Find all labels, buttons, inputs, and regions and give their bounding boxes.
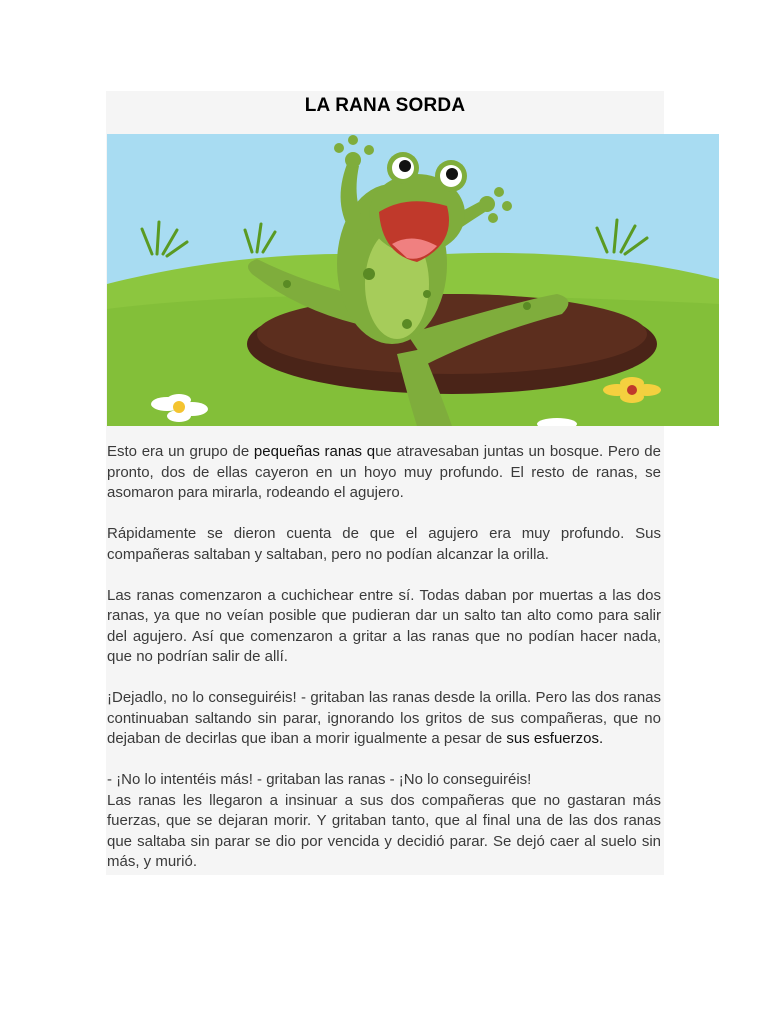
paragraph-5-line-1: - ¡No lo intentéis más! - gritaban las ranas - ¡No lo conseguiréis!: [107, 771, 532, 788]
link-pequenas-ranas[interactable]: pequeñas ranas q: [253, 443, 376, 460]
paragraph-5-line-2: Las ranas les llegaron a insinuar a sus dos compañeras que no gastaran más fuerzas, que se dejaran morir. Y gritaban tanto, que al final una de las dos ranas que saltaba sin parar se dio por vencida y decidió parar. Se dejó caer al suelo sin más, y murió.: [107, 791, 661, 870]
link-sus-esfuerzos[interactable]: sus esfuerzos.: [506, 730, 604, 747]
paragraph-4: ¡Dejadlo, no lo conseguiréis! - gritaban las ranas desde la orilla. Pero las dos ranas continuaban saltando sin parar, ignorando los gritos de sus compañeras, que no dejaban de decirlas que iban a morir igualmente a pesar de sus esfuerzos.: [107, 689, 661, 747]
paragraph-3: Las ranas comenzaron a cuchichear entre sí. Todas daban por muertas a las dos ranas, ya que no veían posible que pudieran dar un salto tan alto como para salir del agujero. Así que comenzaron a gritar a las ranas que no podían hacer nada, que no podrían salir de allí.: [107, 586, 661, 665]
story-text: [107, 442, 661, 873]
frog-illustration: [107, 134, 719, 426]
page-title: LA RANA SORDA: [304, 95, 466, 116]
paragraph-2: Rápidamente se dieron cuenta de que el agujero era muy profundo. Sus compañeras saltaban y saltaban, pero no podían alcanzar la orilla.: [107, 525, 661, 563]
paragraph-1: Esto era un grupo de pequeñas ranas que atravesaban juntas un bosque. Pero de pronto, dos de ellas cayeron en un hoyo muy profundo. El resto de ranas, se asomaron para mirarla, rodeando el agujero.: [107, 443, 661, 501]
